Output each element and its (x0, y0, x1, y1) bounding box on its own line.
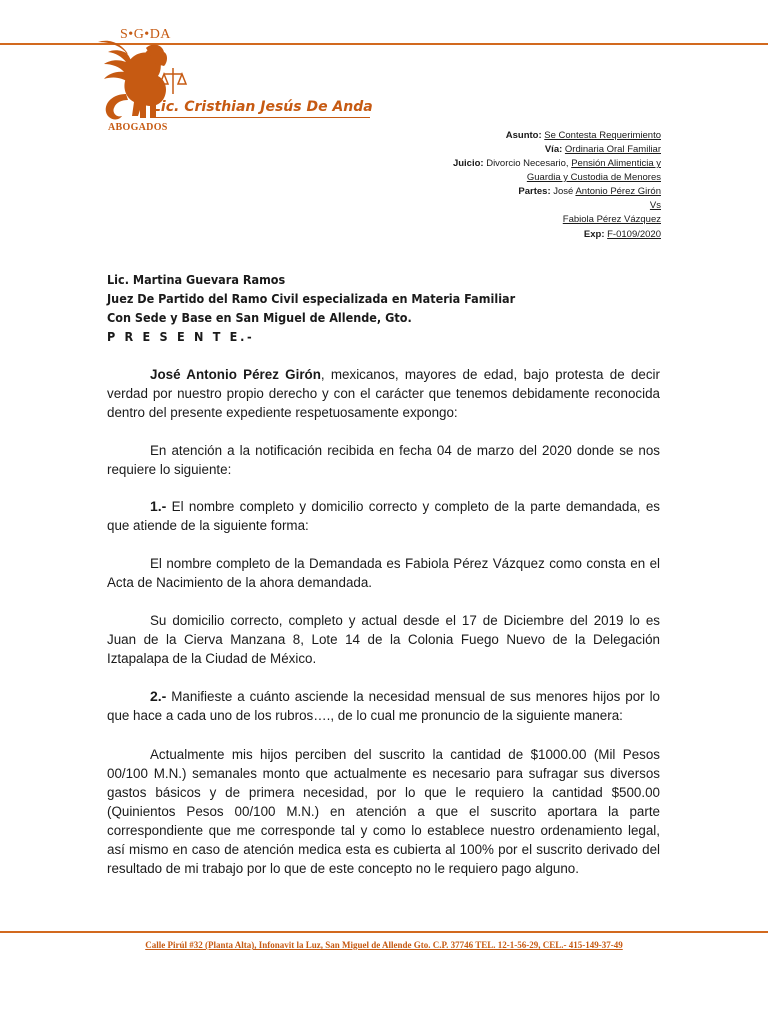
lawyer-name: Lic. Cristhian Jesús De Anda (152, 99, 373, 115)
pension-text: Actualmente mis hijos perciben del suscrito la cantidad de $1000.00 (Mil Pesos 00/100 M.N.) semanales monto que actualmente es necesario para sufragar sus diversos gastos básicos y de primera necesidad, por lo que le requiero la cantidad $500.00 (Quinientos Pesos 00/100 M.N.) en atención a que el suscrito aportara la parte correspondiente que me corresponde tal y como lo establece nuestro ordenamiento legal, así mismo en caso de atención medica esta es cubierta al 100% por el suscrito derivado del resultado de mi trabajo por lo que de este concepto no le requiero pago alguno. (107, 747, 660, 876)
point-2-text: Manifieste a cuánto asciende la necesidad mensual de sus menores hijos por lo que hace a cada uno de los rubros…., de lo cual me pronuncio de la siguiente manera: (107, 689, 660, 723)
case-info-via (545, 143, 661, 157)
case-info-partes (518, 185, 661, 199)
paragraph-domicilio (107, 611, 660, 668)
intro-party-name: José Antonio Pérez Girón (150, 367, 321, 382)
partes-value-b: Antonio Pérez Girón (575, 186, 661, 197)
paragraph-demandada-name (107, 554, 660, 592)
point-1-text: El nombre completo y domicilio correcto y completo de la parte demandada, es que atiende de la siguiente forma: (107, 499, 660, 533)
notification-text: En atención a la notificación recibida en fecha 04 de marzo del 2020 donde se nos requiere lo siguiente: (107, 443, 660, 477)
juicio-value-b: Pensión Alimenticia y (571, 158, 661, 169)
exp-label: Exp: (583, 229, 605, 240)
partes-value-c: Fabiola Pérez Vázquez (562, 214, 661, 225)
case-info-vs (650, 199, 661, 213)
case-info-asunto (506, 129, 661, 143)
footer-address: Calle Pirúl #32 (Planta Alta), Infonavit la Luz, San Miguel de Allende Gto. C.P. 37746 TEL. 12-1-56-29, CEL.- 415-149-37-49 (145, 940, 623, 950)
point-1-number: 1.- (150, 498, 167, 514)
intro-text: , mexicanos, mayores de edad, bajo protesta de decir verdad por nuestro propio derecho y con el carácter que tenemos debidamente reconocida dentro del presente expediente respetuosamente expongo: (107, 367, 660, 420)
asunto-label: Asunto: (505, 130, 542, 141)
name-underline (150, 117, 370, 118)
demandada-name-text: El nombre completo de la Demandada es Fabiola Pérez Vázquez como consta en el Acta de Nacimiento de la ahora demandada. (107, 556, 660, 590)
paragraph-point-2 (107, 687, 660, 725)
paragraph-notification (107, 441, 660, 479)
juicio-value-a: Divorcio Necesario, (486, 158, 569, 169)
case-info-juicio (453, 157, 661, 171)
brand-initials: S•G•DA (120, 27, 171, 42)
case-info-exp (584, 228, 661, 242)
firm-tagline: ABOGADOS (108, 122, 168, 133)
paragraph-pension (107, 745, 660, 878)
addressee-title: Juez De Partido del Ramo Civil especializada en Materia Familiar (107, 291, 516, 306)
exp-value: F-0109/2020 (607, 229, 661, 240)
partes-label: Partes: (518, 186, 551, 197)
footer-rule (0, 931, 768, 933)
via-value: Ordinaria Oral Familiar (564, 144, 661, 155)
paragraph-intro (107, 365, 660, 422)
case-info-juicio-cont (527, 171, 661, 185)
juicio-label: Juicio: (452, 158, 484, 169)
partes-vs: Vs (649, 200, 661, 211)
partes-value-a: José (553, 186, 574, 197)
domicilio-text: Su domicilio correcto, completo y actual desde el 17 de Diciembre del 2019 lo es Juan de la Cierva Manzana 8, Lote 14 de la Colonia Fuego Nuevo de la Delegación Iztapalapa de la Ciudad de México. (107, 613, 660, 666)
paragraph-point-1 (107, 497, 660, 535)
addressee-name: Lic. Martina Guevara Ramos (107, 272, 286, 287)
via-label: Vía: (544, 144, 563, 155)
addressee-seat: Con Sede y Base en San Miguel de Allende, Gto. (107, 310, 412, 325)
juicio-value-c: Guardia y Custodia de Menores (526, 172, 661, 183)
asunto-value: Se Contesta Requerimiento (544, 130, 661, 141)
presente-heading: P R E S E N T E.- (107, 329, 255, 344)
point-2-number: 2.- (150, 688, 167, 704)
case-info-demandada (563, 213, 661, 227)
